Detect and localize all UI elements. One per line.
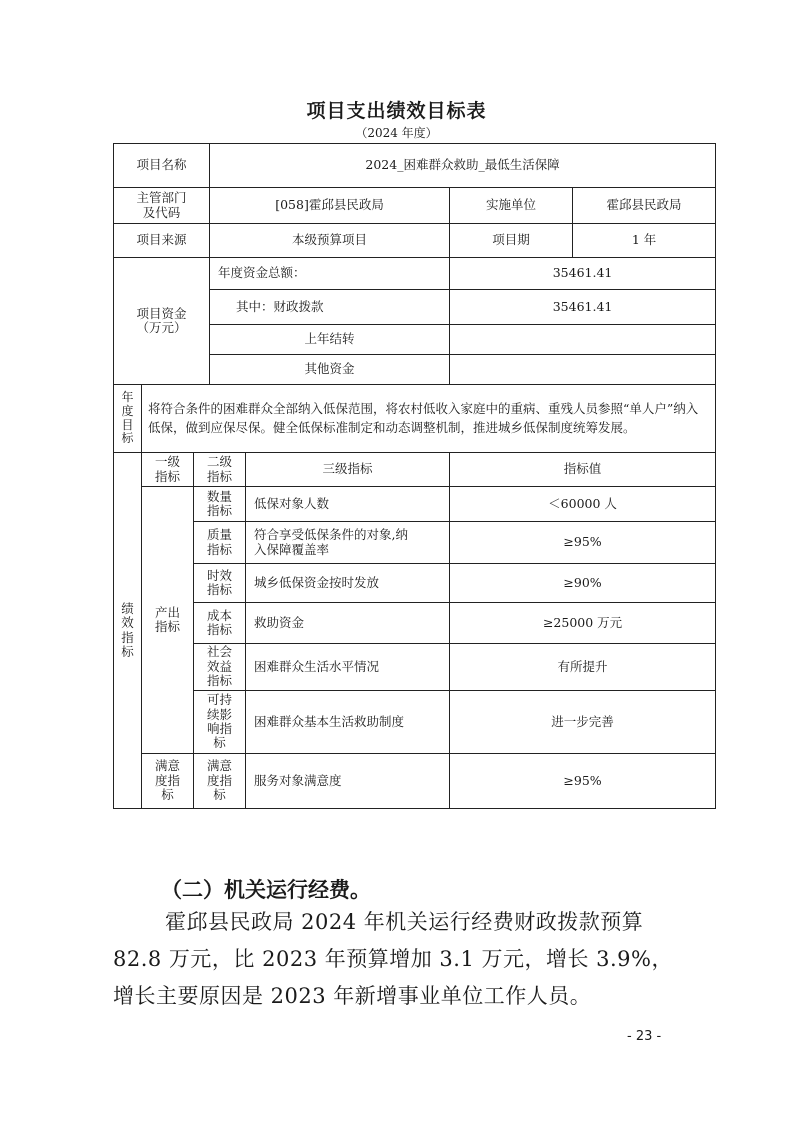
indicator-name: 救助资金 bbox=[246, 603, 450, 644]
table-row bbox=[114, 144, 716, 188]
table-row bbox=[114, 385, 716, 453]
indicator-value: ≥90% bbox=[450, 564, 716, 603]
table-row bbox=[114, 603, 716, 644]
indicator-value: ≥25000 万元 bbox=[450, 603, 716, 644]
section-heading: （二）机关运行经费。 bbox=[161, 878, 371, 902]
dept-label: 主管部门 及代码 bbox=[114, 188, 210, 224]
page-title: 项目支出绩效目标表 bbox=[306, 100, 487, 122]
period-value: 1 年 bbox=[573, 224, 716, 258]
table-row bbox=[114, 188, 716, 224]
level2-label: 时效 指标 bbox=[194, 564, 246, 603]
indicator-value-header: 指标值 bbox=[450, 453, 716, 487]
impl-unit-label: 实施单位 bbox=[450, 188, 573, 224]
other-funds-value bbox=[450, 355, 716, 385]
output-indicator-label: 产出 指标 bbox=[142, 487, 194, 754]
table-header-row bbox=[114, 453, 716, 487]
table-row bbox=[114, 224, 716, 258]
funds-label: 项目资金 （万元） bbox=[114, 258, 210, 385]
indicator-name: 服务对象满意度 bbox=[246, 754, 450, 809]
satisfaction-level1-label: 满意 度指 标 bbox=[142, 754, 194, 809]
table-row bbox=[114, 754, 716, 809]
impl-unit-value: 霍邱县民政局 bbox=[573, 188, 716, 224]
source-label: 项目来源 bbox=[114, 224, 210, 258]
indicator-name: 困难群众生活水平情况 bbox=[246, 644, 450, 691]
level3-header: 三级指标 bbox=[246, 453, 450, 487]
indicator-name: 城乡低保资金按时发放 bbox=[246, 564, 450, 603]
table-row bbox=[114, 644, 716, 691]
level2-label: 数量 指标 bbox=[194, 487, 246, 522]
fiscal-label: 其中：财政拨款 bbox=[210, 290, 450, 325]
satisfaction-level2-label: 满意 度指 标 bbox=[194, 754, 246, 809]
page-subtitle: （2024 年度） bbox=[355, 126, 438, 140]
indicator-value: ＜60000 人 bbox=[450, 487, 716, 522]
level2-label: 可持 续影 响指 标 bbox=[194, 691, 246, 754]
project-name-value: 2024_困难群众救助_最低生活保障 bbox=[210, 144, 716, 188]
table-row bbox=[114, 691, 716, 754]
dept-value: [058]霍邱县民政局 bbox=[210, 188, 450, 224]
carryover-value bbox=[450, 325, 716, 355]
source-value: 本级预算项目 bbox=[210, 224, 450, 258]
performance-indicator-label: 绩 效 指 标 bbox=[114, 453, 142, 809]
indicator-value: ≥95% bbox=[450, 522, 716, 564]
body-paragraph bbox=[113, 904, 693, 1015]
table-row bbox=[114, 258, 716, 290]
period-label: 项目期 bbox=[450, 224, 573, 258]
indicator-value: 有所提升 bbox=[450, 644, 716, 691]
annual-total-label: 年度资金总额： bbox=[210, 258, 450, 290]
level2-header: 二级 指标 bbox=[194, 453, 246, 487]
performance-goal-table bbox=[113, 143, 716, 809]
page-number: - 23 - bbox=[627, 1029, 662, 1044]
indicator-value: ≥95% bbox=[450, 754, 716, 809]
indicator-name: 符合享受低保条件的对象,纳 入保障覆盖率 bbox=[246, 522, 450, 564]
annual-goal-label: 年 度 目 标 bbox=[114, 385, 142, 453]
annual-total-value: 35461.41 bbox=[450, 258, 716, 290]
fiscal-value: 35461.41 bbox=[450, 290, 716, 325]
level1-header: 一级 指标 bbox=[142, 453, 194, 487]
level2-label: 质量 指标 bbox=[194, 522, 246, 564]
level2-label: 成本 指标 bbox=[194, 603, 246, 644]
project-name-label: 项目名称 bbox=[114, 144, 210, 188]
other-funds-label: 其他资金 bbox=[210, 355, 450, 385]
annual-goal-text: 将符合条件的困难群众全部纳入低保范围，将农村低收入家庭中的重病、重残人员参照“单人户”纳入低保，做到应保尽保。健全低保标准制定和动态调整机制，推进城乡低保制度统筹发展。 bbox=[142, 385, 716, 453]
indicator-name: 低保对象人数 bbox=[246, 487, 450, 522]
body-paragraph-text: 霍邱县民政局 2024 年机关运行经费财政拨款预算 82.8 万元，比 2023 年预算增加 3.1 万元，增长 3.9%，增长主要原因是 2023 年新增事业单位工作人员。 bbox=[113, 910, 673, 1008]
table-row bbox=[114, 487, 716, 522]
indicator-name: 困难群众基本生活救助制度 bbox=[246, 691, 450, 754]
carryover-label: 上年结转 bbox=[210, 325, 450, 355]
indicator-value: 进一步完善 bbox=[450, 691, 716, 754]
table-row bbox=[114, 564, 716, 603]
table-row bbox=[114, 522, 716, 564]
level2-label: 社会 效益 指标 bbox=[194, 644, 246, 691]
